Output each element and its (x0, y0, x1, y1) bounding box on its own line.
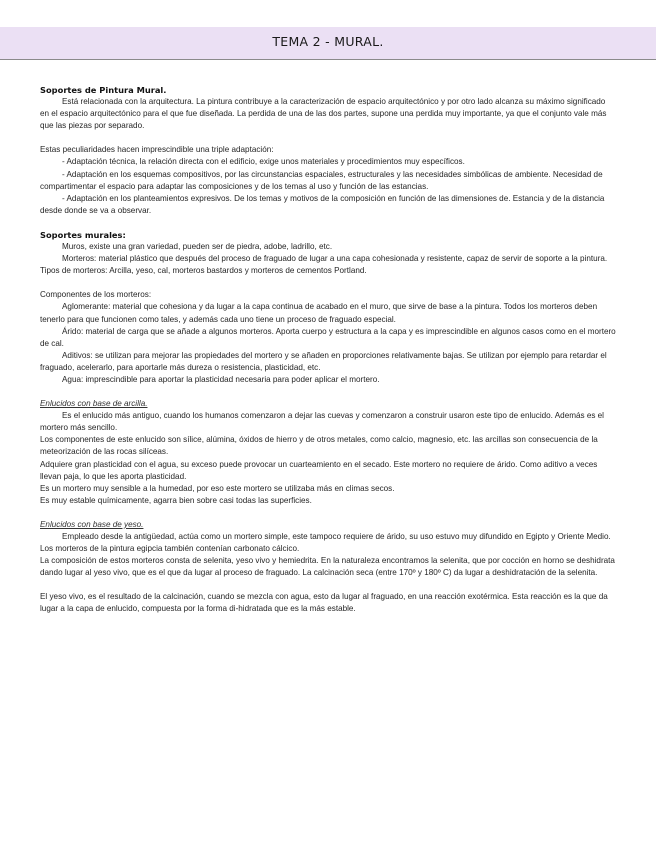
paragraph: Componentes de los morteros: (40, 290, 152, 300)
page-title: TEMA 2 - MURAL. (272, 34, 384, 49)
section-heading-enlucidos-arcilla: Enlucidos con base de arcilla. (40, 399, 148, 409)
paragraph: Estas peculiaridades hacen imprescindible una triple adaptación: (40, 145, 274, 155)
paragraph: Es muy estable químicamente, agarra bien sobre casi todas las superficies. (40, 495, 312, 505)
paragraph: Tipos de morteros: Arcilla, yeso, cal, morteros bastardos y morteros de cementos Portland. (40, 266, 367, 276)
section-heading-enlucidos-yeso: Enlucidos con base de yeso. (40, 519, 144, 529)
list-item: - Adaptación en los planteamientos expresivos. De los temas y motivos de la composición en función de las dimensiones de. Estancia y de la distancia desde donde se va a observar. (40, 193, 605, 215)
paragraph: Los componentes de este enlucido son sílice, alúmina, óxidos de hierro y de otros metales, como calcio, magnesio, etc. las arcillas son consecuencia de la meteorización de las rocas silíceas. (40, 435, 598, 457)
paragraph: La composición de estos morteros consta de selenita, yeso vivo y hemiedrita. En la naturaleza encontramos la selenita, que por cocción en horno se deshidrata dando lugar al yeso vivo, que es el que da lugar al proceso de fraguado. La calcinación seca (entre 170º y 180º C) da lugar a deshidratación de la selenita. (40, 556, 615, 578)
list-item: Agua: imprescindible para aportar la plasticidad necesaria para poder aplicar el mortero. (62, 374, 380, 384)
list-item: Aglomerante: material que cohesiona y da lugar a la capa continua de acabado en el muro, que sirve de base a la pintura. Todos los morteros deben tenerlo para que funcionen como tales, y además cada uno tiene un proceso de fraguado especial. (40, 302, 598, 324)
paragraph: El yeso vivo, es el resultado de la calcinación, cuando se mezcla con agua, esto da lugar al fraguado, en una reacción exotérmica. Esta reacción es la que da lugar a la capa de enlucido, compuesta por la forma di-hidratada que es la más estable. (40, 592, 608, 614)
list-item: Aditivos: se utilizan para mejorar las propiedades del mortero y se añaden en proporciones relativamente bajas. Se utilizan por ejemplo para retardar el fraguado, acelerarlo, para aportarle más dureza o resistencia, plasticidad, etc. (40, 350, 607, 372)
paragraph: Es un mortero muy sensible a la humedad, por eso este mortero se utilizaba más en climas secos. (40, 483, 395, 493)
list-item: - Adaptación técnica, la relación directa con el edificio, exige unos materiales y procedimientos muy específicos. (62, 157, 465, 167)
document-body (40, 84, 616, 616)
section-heading-soportes-pintura-mural: Soportes de Pintura Mural. (40, 85, 167, 95)
list-item: Árido: material de carga que se añade a algunos morteros. Aporta cuerpo y estructura a la capa y es imprescindible en algunos casos como en el mortero de cal. (40, 326, 616, 348)
paragraph: Es el enlucido más antiguo, cuando los humanos comenzaron a dejar las cuevas y comenzaron a construir usaron este tipo de enlucido. Además es el mortero más sencillo. (40, 411, 604, 433)
list-item: - Adaptación en los esquemas compositivos, por las circunstancias espaciales, estructurales y las necesidades simbólicas de ambiente. Necesidad de compartimentar el espacio para adaptar las composiciones y de los temas al uso y función de las estancias. (40, 169, 603, 191)
paragraph: Empleado desde la antigüedad, actúa como un mortero simple, este tampoco requiere de árido, su uso estuvo muy difundido en Egipto y Oriente Medio. Los morteros de la pintura egipcia también contenían carbonato cálcico. (40, 532, 611, 554)
paragraph: Está relacionada con la arquitectura. La pintura contribuye a la caracterización de espacio arquitectónico y por otro lado alcanza su máximo significado en el espacio arquitectónico para el que fue diseñada. La perdida de una de las dos partes, supone una perdida muy importante, ya que el conjunto vale más que las piezas por separado. (40, 97, 607, 131)
paragraph: Muros, existe una gran variedad, pueden ser de piedra, adobe, ladrillo, etc. (62, 242, 333, 252)
paragraph: Morteros: material plástico que después del proceso de fraguado de lugar a una capa cohesionada y resistente, capaz de servir de soporte a la pintura. (62, 254, 608, 264)
paragraph: Adquiere gran plasticidad con el agua, su exceso puede provocar un cuarteamiento en el secado. Este mortero no requiere de árido. Como aditivo a veces llevan paja, lo que les aporta plasticidad. (40, 459, 598, 481)
section-heading-soportes-murales: Soportes murales: (40, 229, 126, 240)
